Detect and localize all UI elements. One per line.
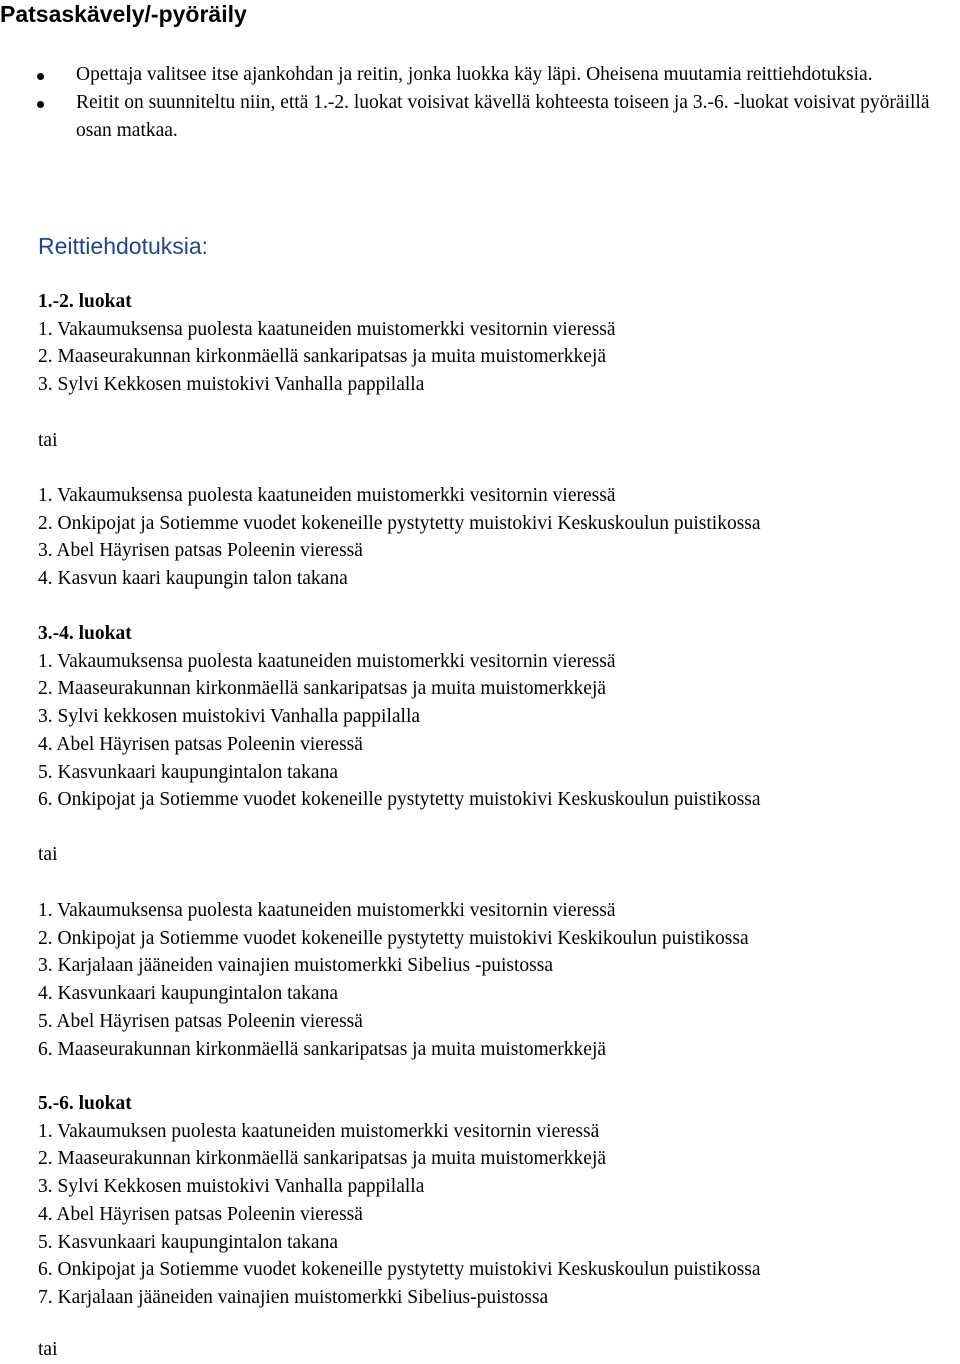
route-stop: 3. Sylvi kekkosen muistokivi Vanhalla pappilalla (38, 706, 421, 728)
grade-3-4-alt-route (38, 897, 948, 1063)
route-separator: tai (38, 430, 58, 451)
route-stop: 4. Abel Häyrisen patsas Poleenin vieressä (38, 1203, 363, 1225)
route-stop: 1. Vakaumuksensa puolesta kaatuneiden muistomerkki vesitornin vieressä (38, 650, 616, 672)
route-stop: 2. Maaseurakunnan kirkonmäellä sankaripatsas ja muita muistomerkkejä (38, 678, 607, 700)
route-stop: 1. Vakaumuksensa puolesta kaatuneiden muistomerkki vesitornin vieressä (38, 485, 616, 506)
route-stop: 1. Vakaumuksen puolesta kaatuneiden muistomerkki vesitornin vieressä (38, 1120, 600, 1142)
bullet-icon (37, 101, 44, 108)
route-list (38, 482, 948, 593)
grade-group-title: 5.-6. luokat (38, 1093, 132, 1114)
route-stop: 4. Kasvunkaari kaupungintalon takana (38, 983, 338, 1005)
route-list (38, 897, 948, 1063)
route-list (38, 648, 948, 814)
route-list (38, 316, 948, 399)
route-stop: 3. Abel Häyrisen patsas Poleenin vieressä (38, 540, 363, 562)
grade-group-title: 3.-4. luokat (38, 623, 132, 644)
route-list (38, 1118, 948, 1312)
intro-bullet-item (0, 89, 960, 145)
grade-1-2-alt-route (38, 482, 948, 593)
route-stop: 6. Onkipojat ja Sotiemme vuodet kokeneille pystytetty muistokivi Keskuskoulun puistikossa (38, 789, 761, 811)
intro-bullet-list (0, 61, 960, 145)
route-stop: 7. Karjalaan jääneiden vainajien muistomerkki Sibelius-puistossa (38, 1286, 549, 1308)
grade-5-6-section (38, 1090, 948, 1312)
bullet-icon (37, 73, 44, 80)
route-stop: 3. Sylvi Kekkosen muistokivi Vanhalla pappilalla (38, 1176, 425, 1198)
route-stop: 3. Sylvi Kekkosen muistokivi Vanhalla pappilalla (38, 374, 425, 396)
grade-group-title: 1.-2. luokat (38, 291, 132, 312)
route-stop: 5. Kasvunkaari kaupungintalon takana (38, 1231, 338, 1253)
route-stop: 5. Kasvunkaari kaupungintalon takana (38, 761, 338, 783)
route-stop: 2. Onkipojat ja Sotiemme vuodet kokeneille pystytetty muistokivi Keskuskoulun puistikossa (38, 512, 761, 534)
page-title: Patsaskävely/-pyöräily (0, 1, 247, 27)
route-stop: 2. Onkipojat ja Sotiemme vuodet kokeneille pystytetty muistokivi Keskikoulun puistikossa (38, 927, 749, 949)
route-stop: 5. Abel Häyrisen patsas Poleenin vieressä (38, 1010, 363, 1032)
grade-1-2-section (38, 288, 948, 399)
route-stop: 3. Karjalaan jääneiden vainajien muistomerkki Sibelius -puistossa (38, 955, 553, 977)
route-separator: tai (38, 844, 58, 865)
intro-bullet-item (0, 61, 960, 89)
route-stop: 1. Vakaumuksensa puolesta kaatuneiden muistomerkki vesitornin vieressä (38, 318, 616, 340)
route-stop: 2. Maaseurakunnan kirkonmäellä sankaripatsas ja muita muistomerkkejä (38, 1148, 607, 1170)
routes-heading: Reittiehdotuksia: (38, 233, 209, 259)
route-stop: 6. Onkipojat ja Sotiemme vuodet kokeneille pystytetty muistokivi Keskuskoulun puistikossa (38, 1259, 761, 1281)
route-stop: 1. Vakaumuksensa puolesta kaatuneiden muistomerkki vesitornin vieressä (38, 900, 616, 921)
grade-3-4-section (38, 620, 948, 814)
route-stop: 4. Kasvun kaari kaupungin talon takana (38, 568, 348, 590)
route-stop: 6. Maaseurakunnan kirkonmäellä sankaripatsas ja muita muistomerkkejä (38, 1038, 607, 1060)
route-separator: tai (38, 1339, 58, 1360)
route-stop: 4. Abel Häyrisen patsas Poleenin vieressä (38, 733, 363, 755)
route-stop: 2. Maaseurakunnan kirkonmäellä sankaripatsas ja muita muistomerkkejä (38, 346, 607, 368)
intro-bullet-text: Reitit on suunniteltu niin, että 1.-2. luokat voisivat kävellä kohteesta toiseen ja 3.-6. -luokat voisivat pyöräillä osan matkaa. (76, 92, 930, 141)
intro-bullet-text: Opettaja valitsee itse ajankohdan ja reitin, jonka luokka käy läpi. Oheisena muutamia reittiehdotuksia. (76, 64, 873, 85)
